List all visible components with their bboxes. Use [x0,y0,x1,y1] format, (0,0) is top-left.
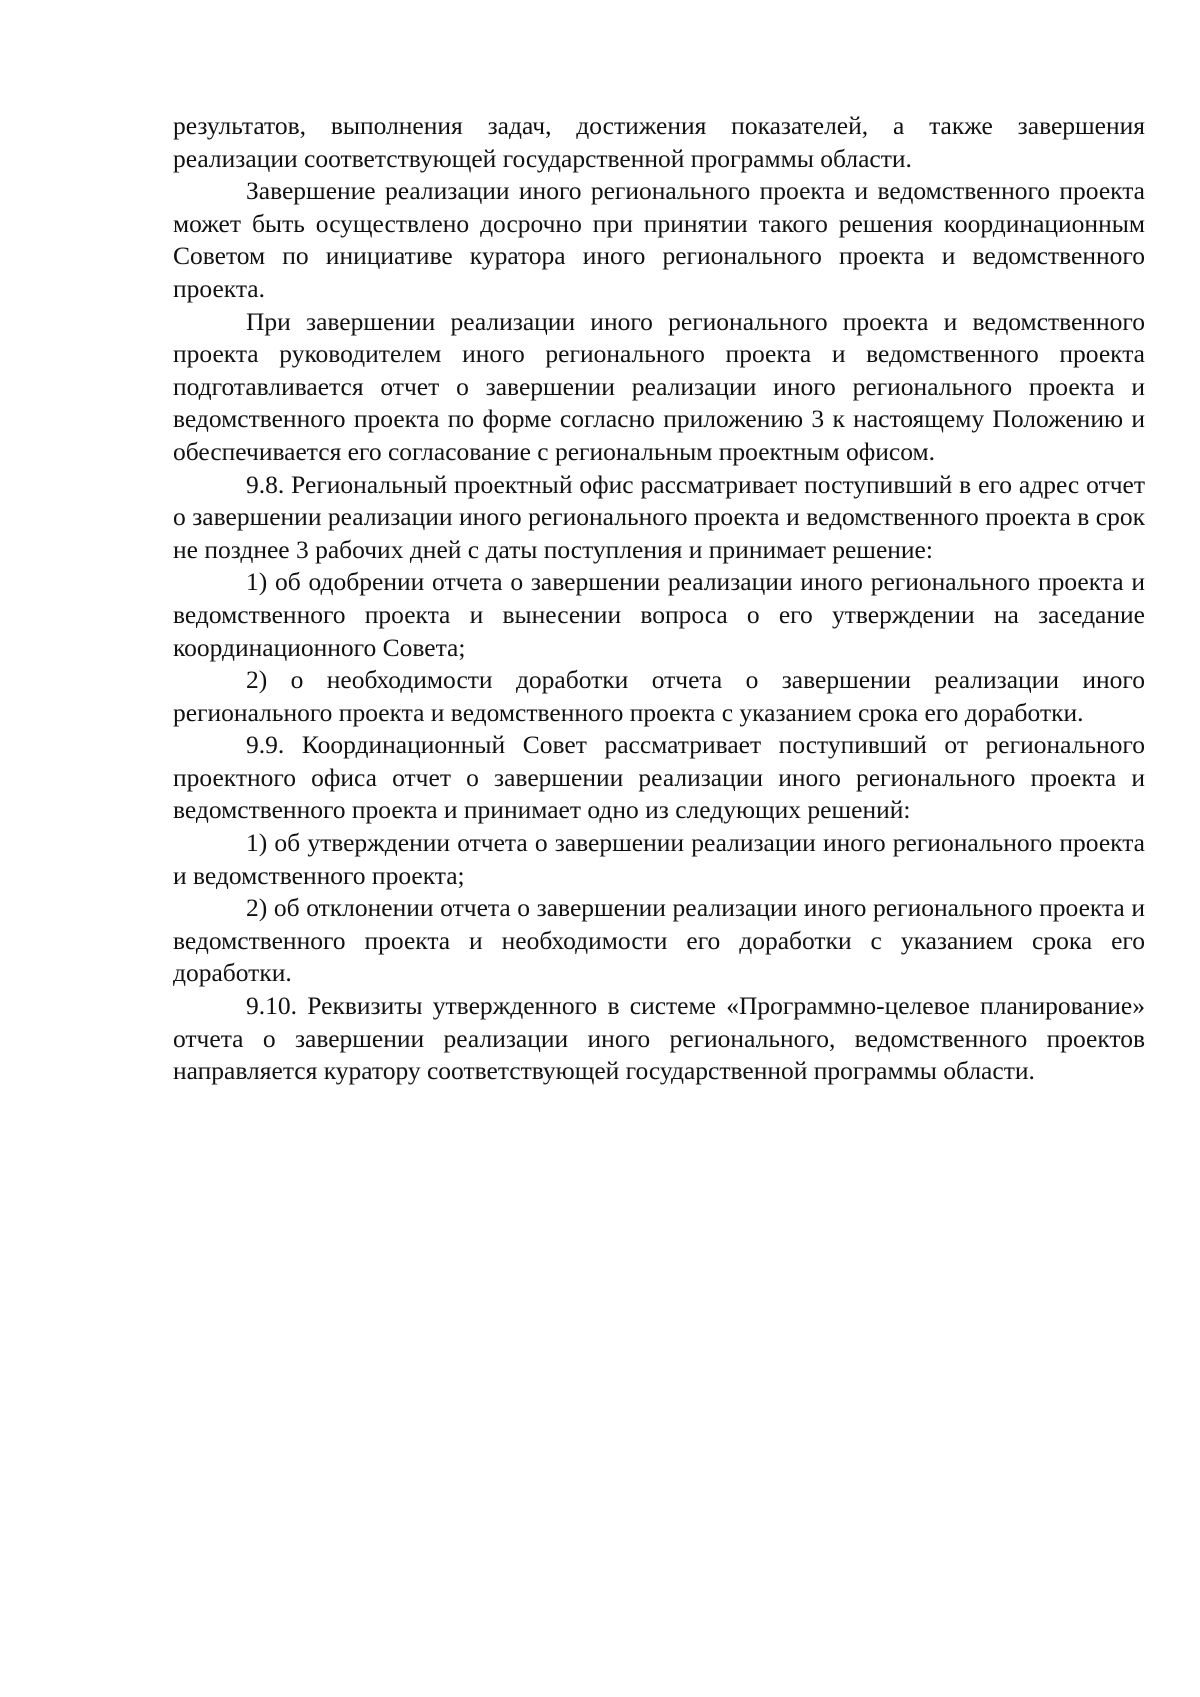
paragraph-completion-report: При завершении реализации иного регионального проекта и ведомственного проекта руководителем иного регионального проекта и ведомственного проекта подготавливается отчет о завершении реализации иного регионального проекта и ведомственного проекта по форме согласно приложению 3 к настоящему Положению и обеспечивается его согласование с региональным проектным офисом. [173,306,1145,466]
paragraph-section-9-10: 9.10. Реквизиты утвержденного в системе «Программно-целевое планирование» отчета о завершении реализации иного регионального, ведомственного проектов направляется куратору соответствующей государственной программы области. [173,991,1145,1086]
paragraph-early-completion: Завершение реализации иного регионального проекта и ведомственного проекта может быть осуществлено досрочно при принятии такого решения координационным Советом по инициативе куратора иного регионального проекта и ведомственного проекта. [173,176,1145,303]
paragraph-9-9-item-2: 2) об отклонении отчета о завершении реализации иного регионального проекта и ведомственного проекта и необходимости его доработки с указанием срока его доработки. [173,893,1145,988]
paragraph-section-9-9: 9.9. Координационный Совет рассматривает поступивший от регионального проектного офиса отчет о завершении реализации иного регионального проекта и ведомственного проекта и принимает одно из следующих решений: [173,730,1145,825]
paragraph-9-8-item-2: 2) о необходимости доработки отчета о завершении реализации иного регионального проекта и ведомственного проекта с указанием срока его доработки. [173,665,1145,727]
paragraph-9-8-item-1: 1) об одобрении отчета о завершении реализации иного регионального проекта и ведомственного проекта и вынесении вопроса о его утверждении на заседание координационного Совета; [173,567,1145,662]
paragraph-9-9-item-1: 1) об утверждении отчета о завершении реализации иного регионального проекта и ведомственного проекта; [173,828,1145,890]
paragraph-continuation: результатов, выполнения задач, достижения показателей, а также завершения реализации соответствующей государственной программы области. [173,111,1145,173]
paragraph-section-9-8: 9.8. Региональный проектный офис рассматривает поступивший в его адрес отчет о завершении реализации иного регионального проекта и ведомственного проекта в срок не позднее 3 рабочих дней с даты поступления и принимает решение: [173,469,1145,564]
document-body [173,110,1145,1088]
